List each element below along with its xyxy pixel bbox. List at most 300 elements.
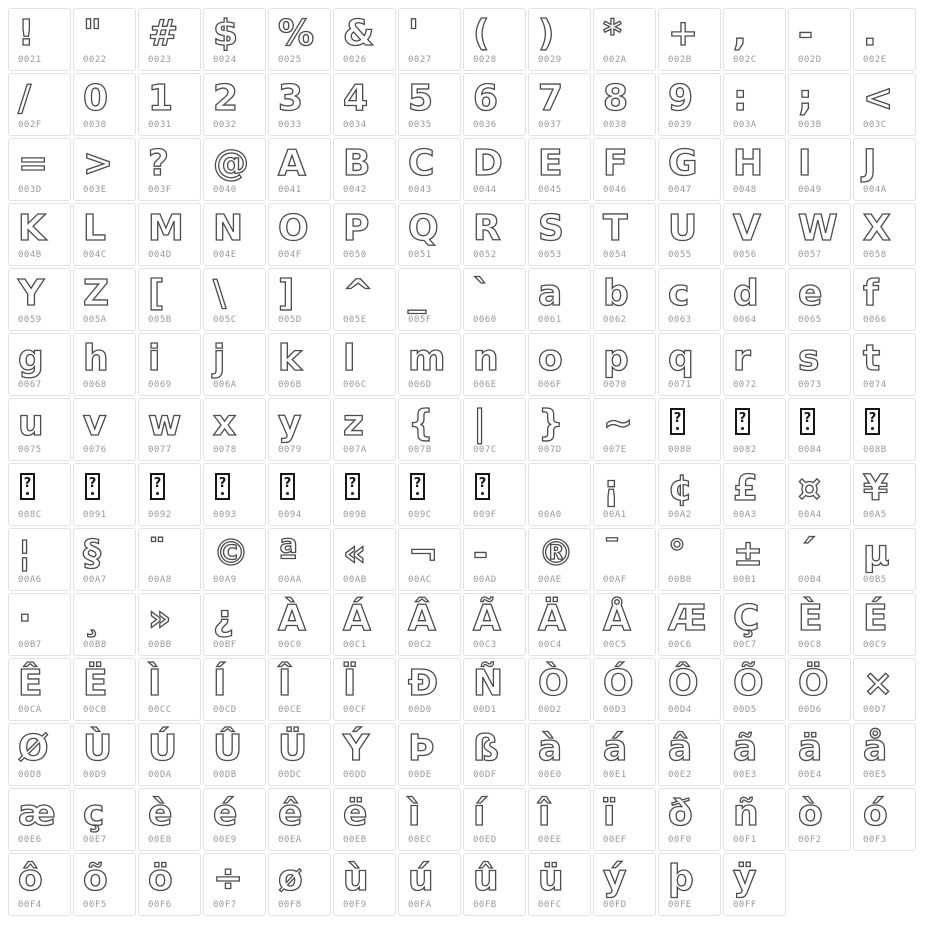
glyph: ë — [343, 793, 368, 834]
glyph-cell-009C[interactable] — [398, 463, 461, 526]
glyph-cell-004B[interactable] — [8, 203, 71, 266]
codepoint-label: 00AE — [538, 575, 562, 585]
glyph-cell-003A[interactable] — [723, 73, 786, 136]
glyph-cell-00FF[interactable] — [723, 853, 786, 916]
codepoint-label: 0043 — [408, 185, 432, 195]
glyph-cell-00C1[interactable] — [333, 593, 396, 656]
glyph-cell-004F[interactable] — [268, 203, 331, 266]
glyph-cell-00E0[interactable] — [528, 723, 591, 786]
glyph-cell-0022[interactable] — [73, 8, 136, 71]
glyph-cell-0071[interactable] — [658, 333, 721, 396]
glyph-cell-00DE[interactable] — [398, 723, 461, 786]
codepoint-label: 00F8 — [278, 900, 302, 910]
glyph-cell-003F[interactable] — [138, 138, 201, 201]
glyph-cell-0091[interactable] — [73, 463, 136, 526]
glyph: ã — [733, 728, 758, 769]
glyph-cell-002B[interactable] — [658, 8, 721, 71]
glyph-cell-003E[interactable] — [73, 138, 136, 201]
glyph: Ï — [343, 663, 357, 704]
codepoint-label: 008B — [863, 445, 887, 455]
glyph-cell-00E5[interactable] — [853, 723, 916, 786]
glyph-cell-00C2[interactable] — [398, 593, 461, 656]
glyph-cell-00DC[interactable] — [268, 723, 331, 786]
glyph: 2 — [213, 78, 239, 119]
glyph-cell-006B[interactable] — [268, 333, 331, 396]
glyph-cell-0053[interactable] — [528, 203, 591, 266]
glyph: å — [863, 728, 888, 769]
glyph-cell-00D6[interactable] — [788, 658, 851, 721]
glyph-cell-005B[interactable] — [138, 268, 201, 331]
codepoint-label: 00A2 — [668, 510, 692, 520]
glyph-cell-00AF[interactable] — [593, 528, 656, 591]
glyph-cell-007E[interactable] — [593, 398, 656, 461]
glyph: § — [83, 533, 101, 574]
glyph: Û — [213, 728, 243, 769]
glyph-cell-0077[interactable] — [138, 398, 201, 461]
glyph-cell-009B[interactable] — [333, 463, 396, 526]
glyph-cell-00D1[interactable] — [463, 658, 526, 721]
glyph-cell-0046[interactable] — [593, 138, 656, 201]
glyph-cell-005D[interactable] — [268, 268, 331, 331]
glyph-cell-0092[interactable] — [138, 463, 201, 526]
glyph-cell-0024[interactable] — [203, 8, 266, 71]
codepoint-label: 00F0 — [668, 835, 692, 845]
glyph-cell-00D5[interactable] — [723, 658, 786, 721]
codepoint-label: 0049 — [798, 185, 822, 195]
glyph-cell-0051[interactable] — [398, 203, 461, 266]
glyph-cell-00D8[interactable] — [8, 723, 71, 786]
glyph-cell-0068[interactable] — [73, 333, 136, 396]
glyph: & — [343, 13, 375, 54]
glyph-cell-0080[interactable] — [658, 398, 721, 461]
glyph-cell-00F4[interactable] — [8, 853, 71, 916]
codepoint-label: 0056 — [733, 250, 757, 260]
glyph: ¨ — [148, 533, 166, 574]
glyph-cell-0042[interactable] — [333, 138, 396, 201]
glyph: 8 — [603, 78, 629, 119]
glyph-cell-00CB[interactable] — [73, 658, 136, 721]
glyph-cell-00F8[interactable] — [268, 853, 331, 916]
glyph-cell-004E[interactable] — [203, 203, 266, 266]
notdef-glyph: ? — [20, 473, 35, 500]
glyph-cell-0048[interactable] — [723, 138, 786, 201]
glyph: ± — [733, 533, 764, 574]
glyph-cell-0037[interactable] — [528, 73, 591, 136]
glyph-cell-0075[interactable] — [8, 398, 71, 461]
glyph-cell-00C0[interactable] — [268, 593, 331, 656]
glyph-cell-00AE[interactable] — [528, 528, 591, 591]
glyph-cell-00DA[interactable] — [138, 723, 201, 786]
glyph-cell-006D[interactable] — [398, 333, 461, 396]
glyph-cell-002F[interactable] — [8, 73, 71, 136]
glyph-cell-0054[interactable] — [593, 203, 656, 266]
codepoint-label: 00E1 — [603, 770, 627, 780]
glyph-cell-00B7[interactable] — [8, 593, 71, 656]
glyph-cell-0057[interactable] — [788, 203, 851, 266]
glyph: > — [83, 143, 114, 184]
codepoint-label: 00E0 — [538, 770, 562, 780]
glyph-cell-00FB[interactable] — [463, 853, 526, 916]
codepoint-label: 00AA — [278, 575, 302, 585]
glyph-cell-0074[interactable] — [853, 333, 916, 396]
codepoint-label: 003F — [148, 185, 172, 195]
glyph-cell-00DB[interactable] — [203, 723, 266, 786]
glyph-cell-0078[interactable] — [203, 398, 266, 461]
glyph: n — [473, 338, 499, 379]
codepoint-label: 0022 — [83, 55, 107, 65]
codepoint-label: 0069 — [148, 380, 172, 390]
codepoint-label: 007E — [603, 445, 627, 455]
glyph-cell-00EB[interactable] — [333, 788, 396, 851]
glyph-cell-0031[interactable] — [138, 73, 201, 136]
glyph-cell-0094[interactable] — [268, 463, 331, 526]
glyph-cell-0027[interactable] — [398, 8, 461, 71]
codepoint-label: 0040 — [213, 185, 237, 195]
glyph: : — [733, 78, 748, 119]
glyph-cell-0023[interactable] — [138, 8, 201, 71]
glyph-cell-00E7[interactable] — [73, 788, 136, 851]
glyph: Z — [83, 273, 110, 314]
glyph-cell-00A0[interactable] — [528, 463, 591, 526]
glyph-cell-00BF[interactable] — [203, 593, 266, 656]
glyph: × — [863, 663, 894, 704]
notdef-glyph: ? — [865, 408, 880, 435]
codepoint-label: 007D — [538, 445, 562, 455]
glyph: Ì — [148, 663, 162, 704]
glyph: 9 — [668, 78, 694, 119]
glyph-cell-00A3[interactable] — [723, 463, 786, 526]
glyph-cell-00E9[interactable] — [203, 788, 266, 851]
glyph-cell-00F3[interactable] — [853, 788, 916, 851]
glyph-cell-0065[interactable] — [788, 268, 851, 331]
glyph-cell-00C4[interactable] — [528, 593, 591, 656]
glyph: ä — [798, 728, 823, 769]
glyph-cell-0052[interactable] — [463, 203, 526, 266]
glyph-cell-0040[interactable] — [203, 138, 266, 201]
glyph-cell-0049[interactable] — [788, 138, 851, 201]
glyph: W — [798, 208, 838, 249]
glyph-cell-00F2[interactable] — [788, 788, 851, 851]
glyph-cell-00A2[interactable] — [658, 463, 721, 526]
glyph-cell-00B0[interactable] — [658, 528, 721, 591]
glyph-cell-009F[interactable] — [463, 463, 526, 526]
glyph: î — [538, 793, 551, 834]
codepoint-label: 00E9 — [213, 835, 237, 845]
glyph-cell-00DD[interactable] — [333, 723, 396, 786]
glyph-cell-00B8[interactable] — [73, 593, 136, 656]
glyph-cell-00DF[interactable] — [463, 723, 526, 786]
codepoint-label: 00D5 — [733, 705, 757, 715]
codepoint-label: 0030 — [83, 120, 107, 130]
glyph-cell-002C[interactable] — [723, 8, 786, 71]
glyph: + — [668, 13, 699, 54]
codepoint-label: 004D — [148, 250, 172, 260]
glyph-cell-004D[interactable] — [138, 203, 201, 266]
glyph-cell-00AC[interactable] — [398, 528, 461, 591]
codepoint-label: 0024 — [213, 55, 237, 65]
glyph-cell-005C[interactable] — [203, 268, 266, 331]
glyph-cell-00E4[interactable] — [788, 723, 851, 786]
glyph: w — [148, 403, 182, 444]
glyph-cell-0041[interactable] — [268, 138, 331, 201]
glyph-cell-00C3[interactable] — [463, 593, 526, 656]
glyph-cell-0025[interactable] — [268, 8, 331, 71]
codepoint-label: 0055 — [668, 250, 692, 260]
glyph-cell-006C[interactable] — [333, 333, 396, 396]
glyph-cell-006F[interactable] — [528, 333, 591, 396]
codepoint-label: 00DC — [278, 770, 302, 780]
codepoint-label: 00B8 — [83, 640, 107, 650]
glyph-cell-00D7[interactable] — [853, 658, 916, 721]
glyph-cell-0064[interactable] — [723, 268, 786, 331]
glyph-cell-0066[interactable] — [853, 268, 916, 331]
codepoint-label: 005D — [278, 315, 302, 325]
codepoint-label: 002E — [863, 55, 887, 65]
glyph-cell-0047[interactable] — [658, 138, 721, 201]
glyph: Ù — [83, 728, 113, 769]
codepoint-label: 00F3 — [863, 835, 887, 845]
glyph: Æ — [668, 598, 708, 639]
glyph-cell-007C[interactable] — [463, 398, 526, 461]
glyph-cell-0073[interactable] — [788, 333, 851, 396]
codepoint-label: 005C — [213, 315, 237, 325]
notdef-glyph: ? — [735, 408, 750, 435]
glyph-cell-0058[interactable] — [853, 203, 916, 266]
glyph: _ — [408, 273, 426, 314]
glyph-cell-00A8[interactable] — [138, 528, 201, 591]
glyph-cell-00EC[interactable] — [398, 788, 461, 851]
glyph: % — [278, 13, 315, 54]
glyph-cell-005A[interactable] — [73, 268, 136, 331]
glyph-cell-006A[interactable] — [203, 333, 266, 396]
glyph-cell-00CA[interactable] — [8, 658, 71, 721]
glyph-cell-0084[interactable] — [788, 398, 851, 461]
codepoint-label: 0027 — [408, 55, 432, 65]
glyph-cell-00D2[interactable] — [528, 658, 591, 721]
glyph-cell-006E[interactable] — [463, 333, 526, 396]
glyph-cell-00C8[interactable] — [788, 593, 851, 656]
codepoint-label: 004E — [213, 250, 237, 260]
glyph: M — [148, 208, 184, 249]
glyph-cell-0045[interactable] — [528, 138, 591, 201]
glyph-cell-0059[interactable] — [8, 268, 71, 331]
codepoint-label: 00DF — [473, 770, 497, 780]
glyph-cell-005E[interactable] — [333, 268, 396, 331]
codepoint-label: 00DA — [148, 770, 172, 780]
glyph: Ò — [538, 663, 569, 704]
glyph: ¦ — [18, 533, 32, 574]
codepoint-label: 0082 — [733, 445, 757, 455]
glyph-cell-00F7[interactable] — [203, 853, 266, 916]
glyph-cell-003C[interactable] — [853, 73, 916, 136]
glyph-cell-0021[interactable] — [8, 8, 71, 71]
glyph-cell-0035[interactable] — [398, 73, 461, 136]
glyph-cell-00A1[interactable] — [593, 463, 656, 526]
codepoint-label: 006A — [213, 380, 237, 390]
glyph-cell-00AD[interactable] — [463, 528, 526, 591]
glyph: ] — [278, 273, 295, 314]
glyph-cell-004A[interactable] — [853, 138, 916, 201]
glyph-cell-0062[interactable] — [593, 268, 656, 331]
glyph-cell-00E3[interactable] — [723, 723, 786, 786]
glyph-cell-00E8[interactable] — [138, 788, 201, 851]
glyph-cell-0061[interactable] — [528, 268, 591, 331]
glyph-cell-008C[interactable] — [8, 463, 71, 526]
glyph-cell-0026[interactable] — [333, 8, 396, 71]
glyph-cell-00E1[interactable] — [593, 723, 656, 786]
codepoint-label: 0071 — [668, 380, 692, 390]
glyph-cell-00F1[interactable] — [723, 788, 786, 851]
glyph-cell-00FE[interactable] — [658, 853, 721, 916]
glyph-cell-00A5[interactable] — [853, 463, 916, 526]
glyph-cell-00D0[interactable] — [398, 658, 461, 721]
glyph-cell-0069[interactable] — [138, 333, 201, 396]
glyph-cell-0034[interactable] — [333, 73, 396, 136]
glyph-cell-007D[interactable] — [528, 398, 591, 461]
glyph-cell-00EA[interactable] — [268, 788, 331, 851]
glyph-cell-00F6[interactable] — [138, 853, 201, 916]
glyph-cell-004C[interactable] — [73, 203, 136, 266]
glyph-cell-00D4[interactable] — [658, 658, 721, 721]
glyph-cell-00A7[interactable] — [73, 528, 136, 591]
glyph-cell-0044[interactable] — [463, 138, 526, 201]
glyph-cell-00F5[interactable] — [73, 853, 136, 916]
glyph-cell-00EF[interactable] — [593, 788, 656, 851]
codepoint-label: 00D3 — [603, 705, 627, 715]
glyph-cell-00C7[interactable] — [723, 593, 786, 656]
codepoint-label: 00F5 — [83, 900, 107, 910]
glyph: ó — [863, 793, 888, 834]
glyph-cell-00B1[interactable] — [723, 528, 786, 591]
glyph-cell-00B5[interactable] — [853, 528, 916, 591]
glyph-cell-00F0[interactable] — [658, 788, 721, 851]
glyph: 1 — [148, 78, 174, 119]
glyph-cell-00CD[interactable] — [203, 658, 266, 721]
glyph-cell-0079[interactable] — [268, 398, 331, 461]
glyph-cell-0033[interactable] — [268, 73, 331, 136]
glyph-cell-0036[interactable] — [463, 73, 526, 136]
glyph-cell-0032[interactable] — [203, 73, 266, 136]
codepoint-label: 00F9 — [343, 900, 367, 910]
glyph-cell-0056[interactable] — [723, 203, 786, 266]
glyph-cell-0060[interactable] — [463, 268, 526, 331]
glyph: ê — [278, 793, 303, 834]
codepoint-label: 002B — [668, 55, 692, 65]
glyph-cell-0082[interactable] — [723, 398, 786, 461]
glyph-cell-00A9[interactable] — [203, 528, 266, 591]
codepoint-label: 00EB — [343, 835, 367, 845]
notdef-glyph: ? — [410, 473, 425, 500]
glyph: ñ — [733, 793, 759, 834]
glyph-cell-0055[interactable] — [658, 203, 721, 266]
glyph-cell-00E2[interactable] — [658, 723, 721, 786]
glyph-cell-0038[interactable] — [593, 73, 656, 136]
codepoint-label: 003E — [83, 185, 107, 195]
glyph: Ã — [473, 598, 501, 639]
codepoint-label: 00C0 — [278, 640, 302, 650]
glyph-cell-002D[interactable] — [788, 8, 851, 71]
glyph: g — [18, 338, 44, 379]
glyph-cell-0029[interactable] — [528, 8, 591, 71]
glyph-cell-00FA[interactable] — [398, 853, 461, 916]
codepoint-label: 0029 — [538, 55, 562, 65]
codepoint-label: 00DE — [408, 770, 432, 780]
glyph-cell-00D9[interactable] — [73, 723, 136, 786]
codepoint-label: 00A3 — [733, 510, 757, 520]
glyph-cell-0072[interactable] — [723, 333, 786, 396]
glyph-cell-00AB[interactable] — [333, 528, 396, 591]
glyph: Q — [408, 208, 439, 249]
glyph-cell-005F[interactable] — [398, 268, 461, 331]
glyph-cell-00B4[interactable] — [788, 528, 851, 591]
codepoint-label: 00D8 — [18, 770, 42, 780]
glyph-cell-00C5[interactable] — [593, 593, 656, 656]
glyph-cell-0050[interactable] — [333, 203, 396, 266]
glyph-cell-0043[interactable] — [398, 138, 461, 201]
codepoint-label: 0025 — [278, 55, 302, 65]
glyph-cell-0076[interactable] — [73, 398, 136, 461]
codepoint-label: 00ED — [473, 835, 497, 845]
glyph: B — [343, 143, 371, 184]
glyph-cell-003B[interactable] — [788, 73, 851, 136]
glyph-cell-0063[interactable] — [658, 268, 721, 331]
codepoint-label: 00F6 — [148, 900, 172, 910]
glyph-cell-0028[interactable] — [463, 8, 526, 71]
glyph-cell-00FC[interactable] — [528, 853, 591, 916]
glyph-cell-0039[interactable] — [658, 73, 721, 136]
glyph-cell-00E6[interactable] — [8, 788, 71, 851]
glyph-cell-00AA[interactable] — [268, 528, 331, 591]
glyph-cell-00FD[interactable] — [593, 853, 656, 916]
glyph-cell-003D[interactable] — [8, 138, 71, 201]
glyph: / — [18, 78, 32, 119]
glyph-cell-002A[interactable] — [593, 8, 656, 71]
glyph-cell-0070[interactable] — [593, 333, 656, 396]
codepoint-label: 0045 — [538, 185, 562, 195]
glyph-cell-00A4[interactable] — [788, 463, 851, 526]
glyph-cell-007A[interactable] — [333, 398, 396, 461]
glyph: ! — [18, 13, 35, 54]
glyph-cell-00C9[interactable] — [853, 593, 916, 656]
glyph: \ — [213, 273, 227, 314]
codepoint-label: 00F1 — [733, 835, 757, 845]
glyph-cell-00EE[interactable] — [528, 788, 591, 851]
glyph-cell-00C6[interactable] — [658, 593, 721, 656]
glyph-cell-007B[interactable] — [398, 398, 461, 461]
glyph-cell-008B[interactable] — [853, 398, 916, 461]
glyph: ) — [538, 13, 555, 54]
glyph-cell-0030[interactable] — [73, 73, 136, 136]
glyph-cell-00BB[interactable] — [138, 593, 201, 656]
codepoint-label: 00DB — [213, 770, 237, 780]
glyph-cell-00CF[interactable] — [333, 658, 396, 721]
glyph: Y — [18, 273, 45, 314]
glyph-cell-00F9[interactable] — [333, 853, 396, 916]
glyph: Â — [408, 598, 436, 639]
glyph-cell-00CE[interactable] — [268, 658, 331, 721]
glyph-cell-00A6[interactable] — [8, 528, 71, 591]
glyph-cell-0093[interactable] — [203, 463, 266, 526]
codepoint-label: 00A6 — [18, 575, 42, 585]
codepoint-label: 00D7 — [863, 705, 887, 715]
glyph-cell-00ED[interactable] — [463, 788, 526, 851]
codepoint-label: 00A0 — [538, 510, 562, 520]
glyph-cell-00CC[interactable] — [138, 658, 201, 721]
glyph-cell-002E[interactable] — [853, 8, 916, 71]
glyph: ¢ — [668, 468, 694, 509]
glyph-cell-0067[interactable] — [8, 333, 71, 396]
glyph-cell-00D3[interactable] — [593, 658, 656, 721]
